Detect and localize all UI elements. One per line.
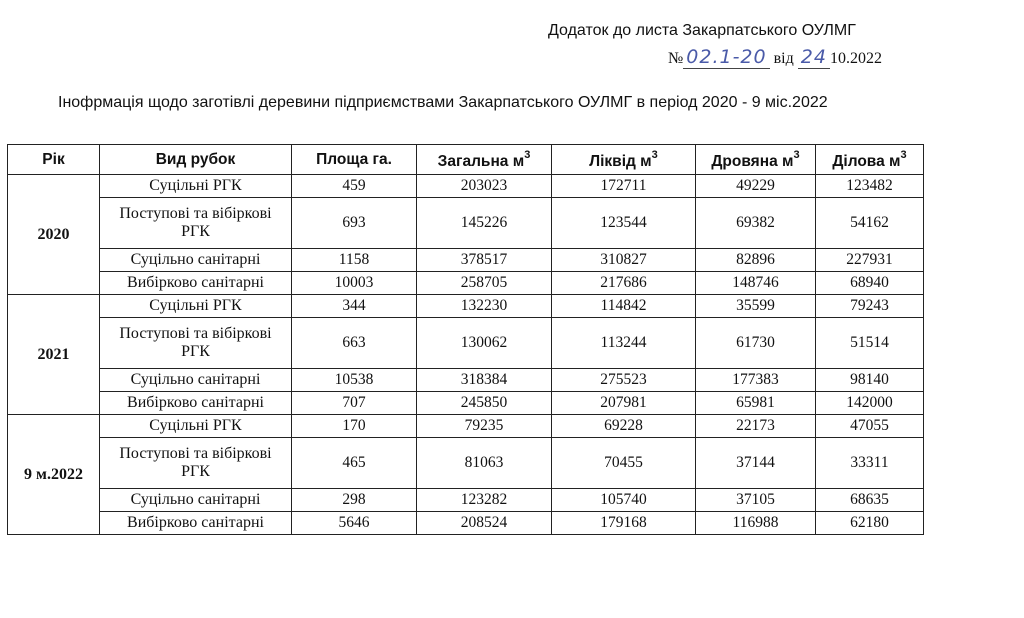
document-title: Інофрмація щодо заготівлі деревини підприємствами Закарпатського ОУЛМГ в період 2020 - 9 міс.2022 (58, 94, 828, 111)
ref-middle: від (769, 50, 798, 67)
firewood-cell: 148746 (696, 272, 816, 295)
total-cell: 378517 (417, 249, 552, 272)
header-total: Загальна $м^3$ (417, 145, 552, 175)
table-row (8, 295, 924, 318)
year-cell: 2020 (8, 175, 100, 295)
total-cell: 123282 (417, 489, 552, 512)
area-cell: 298 (292, 489, 417, 512)
total-cell: 258705 (417, 272, 552, 295)
table-row (8, 512, 924, 535)
table-row (8, 369, 924, 392)
business-cell: 47055 (816, 415, 924, 438)
firewood-cell: 61730 (696, 318, 816, 369)
felling-type-cell: Вибірково санітарні (100, 272, 292, 295)
table-row (8, 175, 924, 198)
firewood-cell: 65981 (696, 392, 816, 415)
header-area: Площа га. (292, 145, 417, 175)
felling-type-cell: Поступові та вібіркові РГК (100, 318, 292, 369)
area-cell: 693 (292, 198, 417, 249)
area-cell: 5646 (292, 512, 417, 535)
business-cell: 62180 (816, 512, 924, 535)
table-row (8, 489, 924, 512)
business-cell: 79243 (816, 295, 924, 318)
firewood-cell: 37144 (696, 438, 816, 489)
total-cell: 145226 (417, 198, 552, 249)
firewood-cell: 177383 (696, 369, 816, 392)
total-cell: 130062 (417, 318, 552, 369)
firewood-cell: 35599 (696, 295, 816, 318)
business-cell: 68635 (816, 489, 924, 512)
table-row (8, 318, 924, 369)
liquid-cell: 217686 (552, 272, 696, 295)
total-cell: 81063 (417, 438, 552, 489)
felling-type-cell: Вибірково санітарні (100, 392, 292, 415)
liquid-cell: 275523 (552, 369, 696, 392)
liquid-cell: 114842 (552, 295, 696, 318)
area-cell: 465 (292, 438, 417, 489)
firewood-cell: 22173 (696, 415, 816, 438)
liquid-cell: 113244 (552, 318, 696, 369)
liquid-cell: 123544 (552, 198, 696, 249)
felling-type-cell: Суцільно санітарні (100, 369, 292, 392)
header-business: Ділова $м^3$ (816, 145, 924, 175)
letter-reference-line (668, 46, 882, 68)
total-cell: 208524 (417, 512, 552, 535)
year-cell: 2021 (8, 295, 100, 415)
handwritten-ref-day: 24 (798, 46, 830, 69)
felling-type-cell: Поступові та вібіркові РГК (100, 198, 292, 249)
business-cell: 123482 (816, 175, 924, 198)
business-cell: 227931 (816, 249, 924, 272)
business-cell: 33311 (816, 438, 924, 489)
total-cell: 245850 (417, 392, 552, 415)
area-cell: 1158 (292, 249, 417, 272)
harvest-table (7, 144, 924, 535)
liquid-cell: 69228 (552, 415, 696, 438)
business-cell: 142000 (816, 392, 924, 415)
liquid-cell: 179168 (552, 512, 696, 535)
area-cell: 663 (292, 318, 417, 369)
felling-type-cell: Поступові та вібіркові РГК (100, 438, 292, 489)
ref-prefix: № (668, 50, 684, 67)
header-liquid: Ліквід $м^3$ (552, 145, 696, 175)
header-year: Рік (8, 145, 100, 175)
felling-type-cell: Суцільні РГК (100, 295, 292, 318)
header-kind: Вид рубок (100, 145, 292, 175)
table-row (8, 415, 924, 438)
year-cell: 9 м.2022 (8, 415, 100, 535)
liquid-cell: 172711 (552, 175, 696, 198)
total-cell: 318384 (417, 369, 552, 392)
liquid-cell: 207981 (552, 392, 696, 415)
business-cell: 51514 (816, 318, 924, 369)
area-cell: 10538 (292, 369, 417, 392)
firewood-cell: 49229 (696, 175, 816, 198)
felling-type-cell: Суцільно санітарні (100, 489, 292, 512)
table-row (8, 198, 924, 249)
firewood-cell: 116988 (696, 512, 816, 535)
felling-type-cell: Суцільні РГК (100, 415, 292, 438)
letter-attachment-heading: Додаток до листа Закарпатського ОУЛМГ (548, 22, 856, 39)
liquid-cell: 70455 (552, 438, 696, 489)
liquid-cell: 105740 (552, 489, 696, 512)
table-row (8, 272, 924, 295)
firewood-cell: 82896 (696, 249, 816, 272)
business-cell: 68940 (816, 272, 924, 295)
total-cell: 79235 (417, 415, 552, 438)
table-header-row (8, 145, 924, 175)
total-cell: 203023 (417, 175, 552, 198)
firewood-cell: 69382 (696, 198, 816, 249)
header-firewood: Дровяна $м^3$ (696, 145, 816, 175)
handwritten-ref-number: 02.1-20 (683, 46, 769, 69)
felling-type-cell: Суцільно санітарні (100, 249, 292, 272)
area-cell: 170 (292, 415, 417, 438)
liquid-cell: 310827 (552, 249, 696, 272)
total-cell: 132230 (417, 295, 552, 318)
table-row (8, 249, 924, 272)
firewood-cell: 37105 (696, 489, 816, 512)
felling-type-cell: Суцільні РГК (100, 175, 292, 198)
area-cell: 344 (292, 295, 417, 318)
table-row (8, 392, 924, 415)
business-cell: 98140 (816, 369, 924, 392)
business-cell: 54162 (816, 198, 924, 249)
table-row (8, 438, 924, 489)
felling-type-cell: Вибірково санітарні (100, 512, 292, 535)
ref-suffix: 10.2022 (829, 50, 882, 67)
area-cell: 459 (292, 175, 417, 198)
area-cell: 707 (292, 392, 417, 415)
area-cell: 10003 (292, 272, 417, 295)
